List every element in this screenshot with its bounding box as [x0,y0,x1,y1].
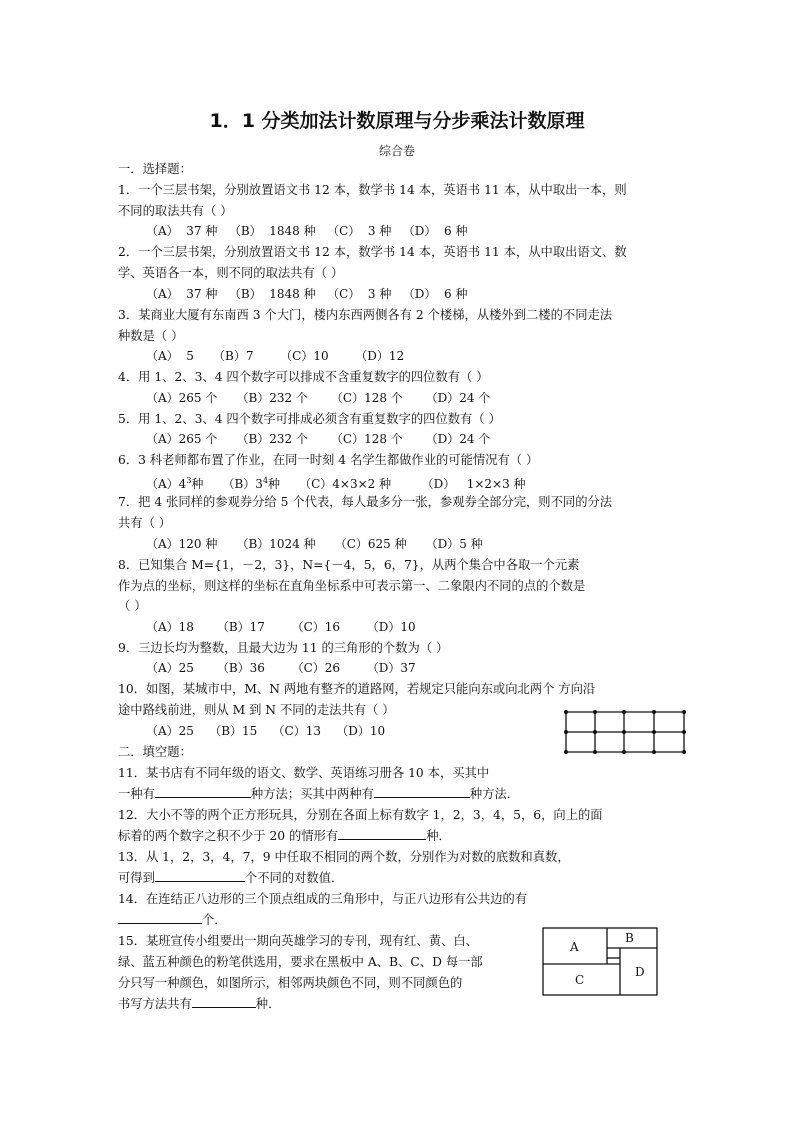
q13-blank[interactable] [155,869,245,882]
region-d-label: D [635,965,645,979]
q15-blank[interactable] [192,995,256,1008]
q2-options: （A） 37 种 （B） 1848 种 （C） 3 种 （D） 6 种 [146,287,468,301]
q11-part2: 种方法；买其中两种有 [250,787,374,801]
q1-text-line1: 1．一个三层书架，分别放置语文书 12 本，数学书 14 本，英语书 11 本，从中取出一本，则 [118,183,627,197]
q11-blank-2[interactable] [374,785,470,798]
q1-options: （A） 37 种 （B） 1848 种 （C） 3 种 （D） 6 种 [146,224,468,238]
q11-part1: 一种有 [118,787,155,801]
q9-text: 9．三边长均为整数，且最大边为 11 的三角形的个数为（ ） [118,641,449,655]
q15-part1: 书写方法共有 [118,997,192,1011]
q8-text-line1: 8．已知集合 M={1，－2，3}，N={－4，5，6，7}，从两个集合中各取一个元素 [118,558,580,572]
q6-option-b-exp: 4 [262,476,269,485]
q13-part2: 个不同的对数值． [244,871,344,885]
q11-part3: 种方法． [469,787,520,801]
q6-options [146,472,526,493]
q14-blank[interactable] [118,911,202,924]
q6-option-a-exp: 3 [186,476,192,485]
q15-text-line4 [118,995,280,1013]
section-heading-fill: 二．填空题： [118,745,192,759]
q6-option-b: 种 （B）3 [191,477,263,491]
q5-text: 5．用 1、2、3、4 四个数字可排成必须含有重复数字的四位数有（ ） [118,412,501,426]
q15-part2: 种． [255,997,281,1011]
region-c-label: C [575,973,585,987]
page-title: 1．1 分类加法计数原理与分步乘法计数原理 [209,110,585,132]
page-subtitle: 综合卷 [378,144,415,158]
q6-option-cd: 种 （C）4×3×2 种 （D） 1×2×3 种 [268,477,526,491]
q12-text-line1: 12．大小不等的两个正方形玩具，分别在各面上标有数字 1，2，3，4，5，6，向上的面 [118,808,603,822]
q15-text-line2: 绿、蓝五种颜色的粉笔供选用，要求在黑板中 A、B、C、D 每一部 [118,955,483,969]
q15-text-line1: 15．某班宣传小组要出一期向英雄学习的专刊，现有红、黄、白、 [118,934,478,948]
q12-blank[interactable] [338,827,426,840]
q3-text-line2: 种数是（ ） [118,329,184,343]
q4-text: 4．用 1、2、3、4 四个数字可以排成不含重复数字的四位数有（ ） [118,370,489,384]
section-heading-choice: 一．选择题： [118,162,192,176]
q3-options: （A） 5 （B）7 （C）10 （D）12 [146,349,405,363]
q8-options: （A）18 （B）17 （C）16 （D）10 [146,620,416,634]
q15-text-line3: 分只写一种颜色，如图所示，相邻两块颜色不同，则不同颜色的 [118,976,463,990]
q6-option-a: （A）4 [146,477,187,491]
q10-text-line2: 途中路线前进，则从 M 到 N 不同的走法共有（ ） [118,703,395,717]
q6-text: 6．3 科老师都布置了作业，在同一时刻 4 名学生都做作业的可能情况有（ ） [118,453,539,467]
blackboard-regions-figure [540,924,662,998]
region-a-label: A [570,940,579,954]
q14-text-line1: 14．在连结正八边形的三个顶点组成的三角形中，与正八边形有公共边的有 [118,892,528,906]
q14-text-line2 [118,911,227,929]
q1-text-line2: 不同的取法共有（ ） [118,204,233,218]
q11-text-line1: 11．某书店有不同年级的语文、数学、英语练习册各 10 本，买其中 [118,766,490,780]
q13-text-line1: 13．从 1，2，3，4，7，9 中任取不相同的两个数，分别作为对数的底数和真数， [118,850,570,864]
q12-part2: 种． [426,829,451,843]
q13-part1: 可得到 [118,871,155,885]
q7-text-line1: 7．把 4 张同样的参观券分给 5 个代表，每人最多分一张，参观券全部分完，则不同的分法 [118,495,613,509]
q13-text-line2 [118,869,343,887]
q5-options: （A）265 个 （B）232 个 （C）128 个 （D）24 个 [146,432,491,446]
q11-text-line2 [118,785,519,803]
q11-blank-1[interactable] [155,785,251,798]
road-grid-figure [560,708,690,758]
q2-text-line1: 2．一个三层书架，分别放置语文书 12 本，数学书 14 本，英语书 11 本，从中取出语文、数 [118,245,627,259]
q10-options: （A）25 （B）15 （C）13 （D）10 [146,724,386,738]
q7-text-line2: 共有（ ） [118,516,172,530]
q12-part1: 标着的两个数字之积不少于 20 的情形有 [118,829,339,843]
q10-text-line1: 10．如图，某城市中，M、N 两地有整齐的道路网，若规定只能向东或向北两个 方向沿 [118,682,596,696]
q4-options: （A）265 个 （B）232 个 （C）128 个 （D）24 个 [146,391,491,405]
region-b-label: B [625,931,634,945]
q12-text-line2 [118,827,451,845]
q8-text-line3: （ ） [118,599,147,613]
q7-options: （A）120 种 （B）1024 种 （C）625 种 （D）5 种 [146,537,483,551]
q8-text-line2: 作为点的坐标，则这样的坐标在直角坐标系中可表示第一、二象限内不同的点的个数是 [118,579,586,593]
q9-options: （A）25 （B）36 （C）26 （D）37 [146,661,416,675]
q2-text-line2: 学、英语各一本，则不同的取法共有（ ） [118,266,344,280]
q14-part2: 个． [202,913,227,927]
q3-text-line1: 3．某商业大厦有东南西 3 个大门，楼内东西两侧各有 2 个楼梯，从楼外到二楼的不同走法 [118,308,613,322]
